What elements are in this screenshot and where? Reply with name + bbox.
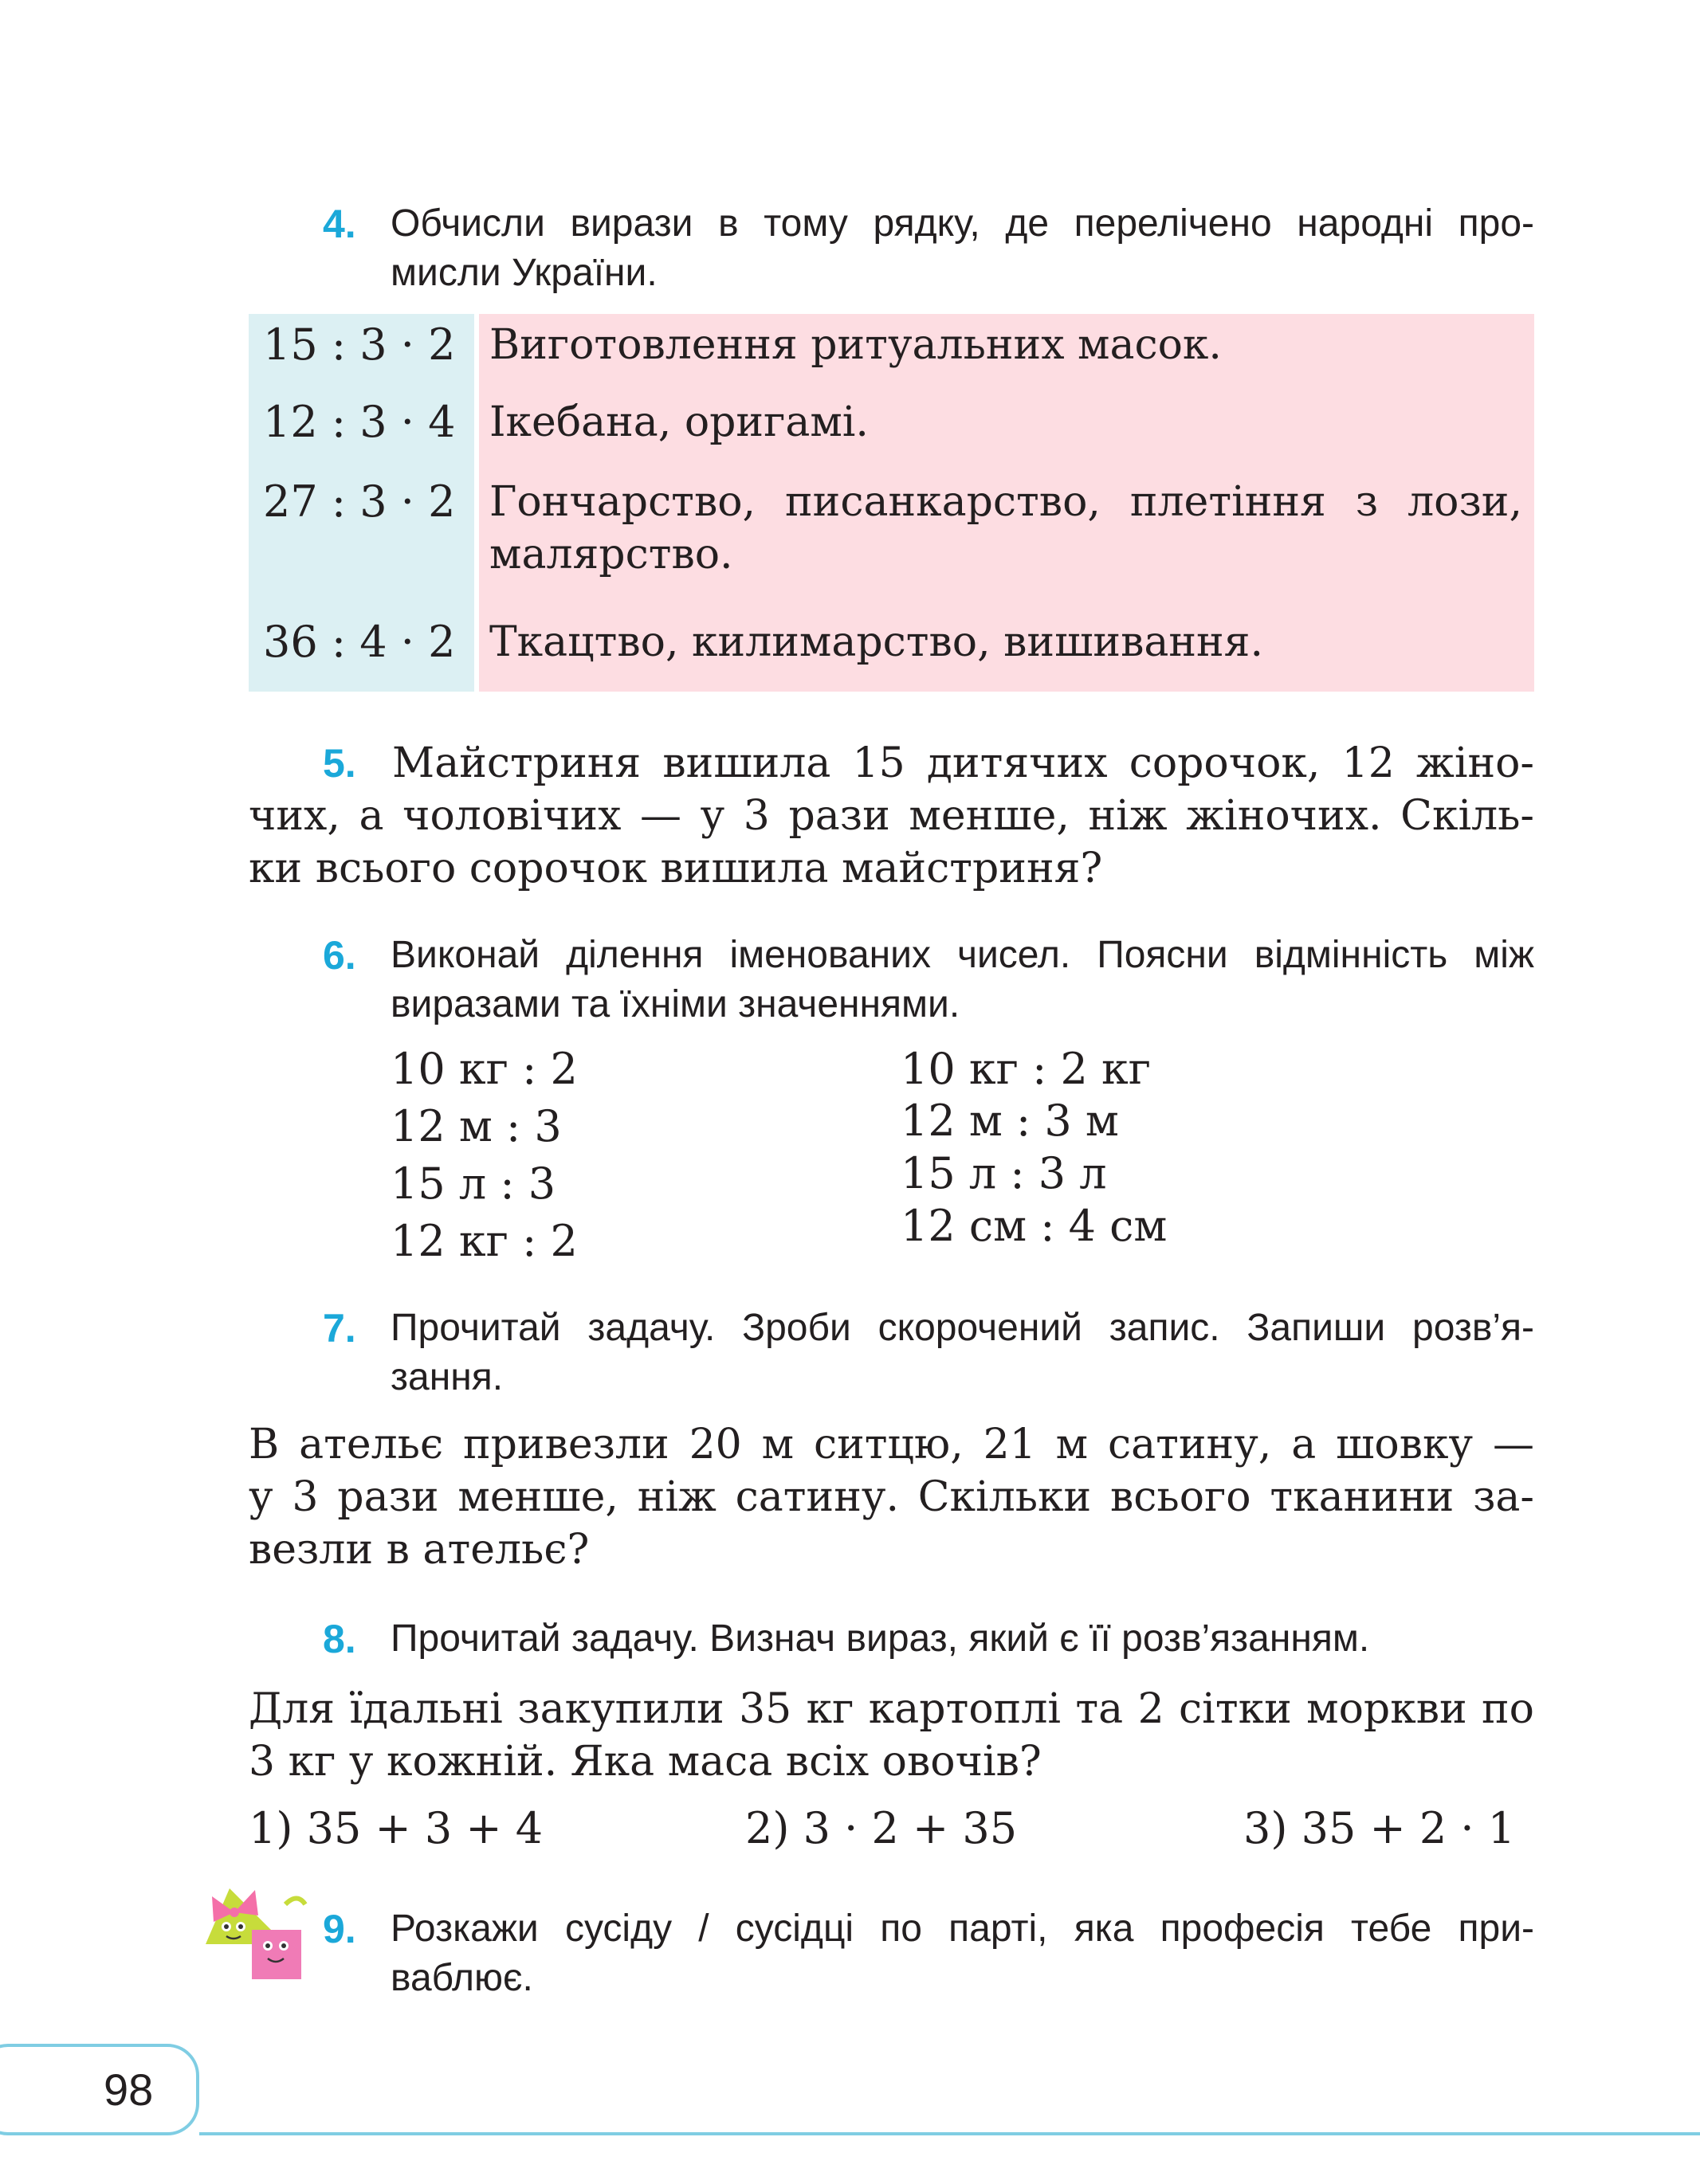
task-8-option-2: 2) 3 · 2 + 35 — [745, 1803, 1018, 1853]
table-row-4-expression: 36 : 4 · 2 — [263, 617, 456, 667]
task-8-problem-line-1: Для їдальні закупили 35 кг картоплі та 2 сітки моркви по — [249, 1685, 1534, 1733]
table-row-3-crafts-line-2: малярство. — [489, 531, 733, 578]
table-row-2-crafts-text: Ікебана, оригамі. — [489, 398, 869, 446]
task-4-line-1: Обчисли вирази в тому рядку, де перелічено народні про- — [391, 202, 1534, 245]
task-7-problem-line-1: В ательє привезли 20 м ситцю, 21 м сатину, а шовку — — [249, 1421, 1534, 1468]
task-6-left-expr-1: 10 кг : 2 — [391, 1044, 578, 1094]
task-7-instruction — [391, 1304, 1534, 1402]
task-6-left-expr-3: 15 л : 3 — [391, 1159, 556, 1209]
task-6-line-2: виразами та їхніми значеннями. — [391, 983, 960, 1025]
task-6-right-expr-3: 15 л : 3 л — [901, 1148, 1107, 1198]
table-row-4-crafts-text: Ткацтво, килимарство, вишивання. — [489, 618, 1264, 666]
task-7-problem-line-3: везли в ательє? — [249, 1526, 590, 1574]
task-5-line-2: чих, а чоловічих — у 3 рази менше, ніж жіночих. Скіль- — [249, 792, 1534, 840]
task-8-problem-line-2: 3 кг у кожній. Яка маса всіх овочів? — [249, 1738, 1042, 1786]
task-6-left-expr-4: 12 кг : 2 — [391, 1216, 578, 1266]
table-row-3-crafts-line-1: Гончарство, писанкарство, плетіння з лози, — [489, 478, 1522, 526]
bottom-rule — [199, 2132, 1700, 2135]
task-7-problem-line-2: у 3 рази менше, ніж сатину. Скільки всього тканини за- — [249, 1473, 1534, 1521]
task-8-number: 8. — [323, 1617, 356, 1661]
task-8-line-1: Прочитай задачу. Визнач вираз, який є її розв’язанням. — [391, 1617, 1370, 1660]
task-5-line-1: Майстриня вишила 15 дитячих сорочок, 12 жіно- — [392, 739, 1534, 787]
task-7-number: 7. — [323, 1306, 356, 1351]
task-6-right-expr-4: 12 см : 4 см — [901, 1201, 1168, 1251]
task-5-line-3: ки всього сорочок вишила майстриня? — [249, 845, 1103, 892]
task-9-number: 9. — [323, 1907, 356, 1951]
task-8-option-1: 1) 35 + 3 + 4 — [249, 1803, 544, 1853]
task-4-line-2: мисли України. — [391, 252, 658, 294]
task-7-line-1: Прочитай задачу. Зроби скорочений запис. Запиши розв’я- — [391, 1307, 1534, 1349]
table-row-2-expression: 12 : 3 · 4 — [263, 397, 456, 447]
task-6-instruction — [391, 931, 1534, 1029]
task-6-right-expr-2: 12 м : 3 м — [901, 1096, 1119, 1146]
task-6-left-expr-2: 12 м : 3 — [391, 1101, 562, 1151]
table-row-1-crafts — [489, 319, 1522, 371]
task-5-text — [249, 737, 1534, 895]
task-8-problem — [249, 1683, 1534, 1788]
task-6-right-expr-1: 10 кг : 2 кг — [901, 1044, 1152, 1094]
task-8-instruction — [391, 1614, 1534, 1664]
table-row-4-crafts — [489, 616, 1522, 669]
task-8-option-3: 3) 35 + 2 · 1 — [1243, 1803, 1516, 1853]
pair-work-icon — [198, 1880, 309, 1984]
task-6-number: 6. — [323, 933, 356, 978]
task-9-line-2: ваблює. — [391, 1957, 533, 1999]
table-row-1-crafts-text: Виготовлення ритуальних масок. — [489, 321, 1222, 369]
page-number-tab — [0, 2044, 199, 2135]
task-4-number: 4. — [323, 202, 356, 246]
task-9-line-1: Розкажи сусіду / сусідці по парті, яка професія тебе при- — [391, 1908, 1534, 1950]
task-7-problem — [249, 1418, 1534, 1576]
table-row-3-expression: 27 : 3 · 2 — [263, 476, 456, 527]
task-7-line-2: зання. — [391, 1356, 504, 1398]
task-9-instruction — [391, 1904, 1534, 2003]
task-4-instruction — [391, 199, 1534, 298]
table-row-1-expression: 15 : 3 · 2 — [263, 320, 456, 370]
page-number: 98 — [104, 2064, 154, 2115]
table-row-3-crafts — [489, 476, 1522, 581]
task-5-number: 5. — [323, 741, 356, 786]
table-row-2-crafts — [489, 396, 1522, 449]
task-6-line-1: Виконай ділення іменованих чисел. Поясни відмінність між — [391, 934, 1534, 976]
